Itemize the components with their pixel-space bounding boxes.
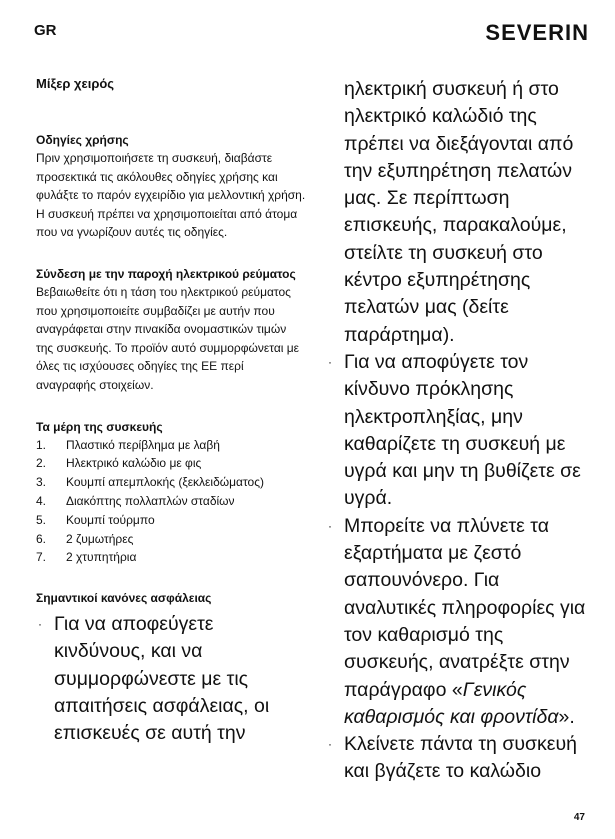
list-item	[36, 473, 306, 492]
list-item-text: Κουμπί απεμπλοκής (ξεκλειδώματος)	[66, 475, 264, 490]
safety-item-text: Για να αποφεύγετε κινδύνους, και να συμμορφώνεστε με τις απαιτήσεις ασφάλειας, οι επισκευές σε αυτή την	[54, 613, 270, 745]
connection-heading: Σύνδεση με την παροχή ηλεκτρικού ρεύματος	[36, 266, 296, 281]
list-item-number: 7.	[36, 550, 47, 565]
safety-list-right	[326, 349, 596, 786]
safety-item-continuation: ηλεκτρική συσκευή ή στο ηλεκτρικό καλώδιό της πρέπει να διεξάγονται από την εξυπηρέτηση πελατών μας. Σε περίπτωση επισκευής, παρακαλούμε, στείλτε τη συσκευή στο κέντρο εξυπηρέτησης πελατών μας (δείτε παράρτημα).	[344, 78, 574, 346]
language-code: GR	[34, 22, 57, 39]
instructions-heading: Οδηγίες χρήσης	[36, 133, 129, 147]
list-item-text: 2 χτυπητήρια	[66, 550, 137, 565]
page-number: 47	[573, 812, 585, 823]
safety-item-unplug	[326, 731, 596, 786]
document-title: Μίξερ χειρός	[36, 76, 115, 91]
safety-item-cleaning	[326, 513, 596, 731]
list-item-number: 1.	[36, 437, 47, 452]
bullet-icon: ·	[328, 518, 332, 533]
list-item-text: Κουμπί τούρμπο	[66, 512, 155, 527]
safety-list-left	[36, 611, 306, 747]
list-item	[36, 436, 306, 455]
list-item	[36, 511, 306, 530]
list-item-number: 5.	[36, 512, 47, 527]
parts-list	[36, 436, 306, 568]
right-column	[326, 76, 596, 786]
safety-item-text-end: ».	[558, 705, 575, 728]
list-item-text: Ηλεκτρικό καλώδιο με φις	[66, 456, 202, 471]
safety-heading: Σημαντικοί κανόνες ασφάλειας	[36, 591, 212, 606]
safety-item-electric-shock	[326, 349, 596, 513]
bullet-icon: ·	[328, 737, 332, 752]
list-item	[36, 492, 306, 511]
list-item-number: 3.	[36, 475, 47, 490]
list-item-text: Διακόπτης πολλαπλών σταδίων	[66, 493, 235, 508]
section-reference: Γενικός καθαρισμός και φροντίδα	[344, 678, 559, 728]
list-item-number: 4.	[36, 493, 47, 508]
instructions-body: Πριν χρησιμοποιήσετε τη συσκευή, διαβάστε προσεκτικά τις ακόλουθες οδηγίες χρήσης και φυλάξτε το παρόν εγχειρίδιο για μελλοντική χρήση. Η συσκευή πρέπει να χρησιμοποιείται από άτομα που να γνωρίζουν αυτές τις οδηγίες.	[36, 151, 306, 240]
list-item-number: 6.	[36, 531, 47, 546]
left-column	[36, 76, 306, 748]
bullet-icon: ·	[328, 354, 332, 369]
safety-item-text: Για να αποφύγετε τον κίνδυνο πρόκλησης ηλεκτροπληξίας, μην καθαρίζετε τη συσκευή με υγρά και μην τη βυθίζετε σε υγρά.	[344, 350, 581, 510]
list-item	[36, 454, 306, 473]
list-item-text: 2 ζυμωτήρες	[66, 531, 134, 546]
list-item-number: 2.	[36, 456, 47, 471]
safety-item-repairs	[36, 611, 306, 747]
safety-item-text: Κλείνετε πάντα τη συσκευή και βγάζετε το καλώδιο	[344, 733, 578, 783]
connection-body: Βεβαιωθείτε ότι η τάση του ηλεκτρικού ρεύματος που χρησιμοποιείτε συμβαδίζει με αυτήν που αναγράφεται στην πινακίδα ονομαστικών τιμών της συσκευής. Το προϊόν αυτό συμμορφώνεται με όλες τις ισχύουσες οδηγίες της ΕΕ περί αναγραφής στοιχείων.	[36, 284, 300, 392]
bullet-icon: ·	[38, 617, 42, 632]
list-item	[36, 548, 306, 567]
list-item-text: Πλαστικό περίβλημα με λαβή	[66, 437, 220, 452]
parts-heading: Τα μέρη της συσκευής	[36, 419, 163, 434]
safety-item-text: Μπορείτε να πλύνετε τα εξαρτήματα με ζεστό σαπουνόνερο. Για αναλυτικές πληροφορίες για τον καθαρισμό της συσκευής, ανατρέξτε στην παράγραφο «	[344, 514, 586, 701]
list-item	[36, 530, 306, 549]
brand-logo: SEVERIN	[485, 20, 589, 45]
